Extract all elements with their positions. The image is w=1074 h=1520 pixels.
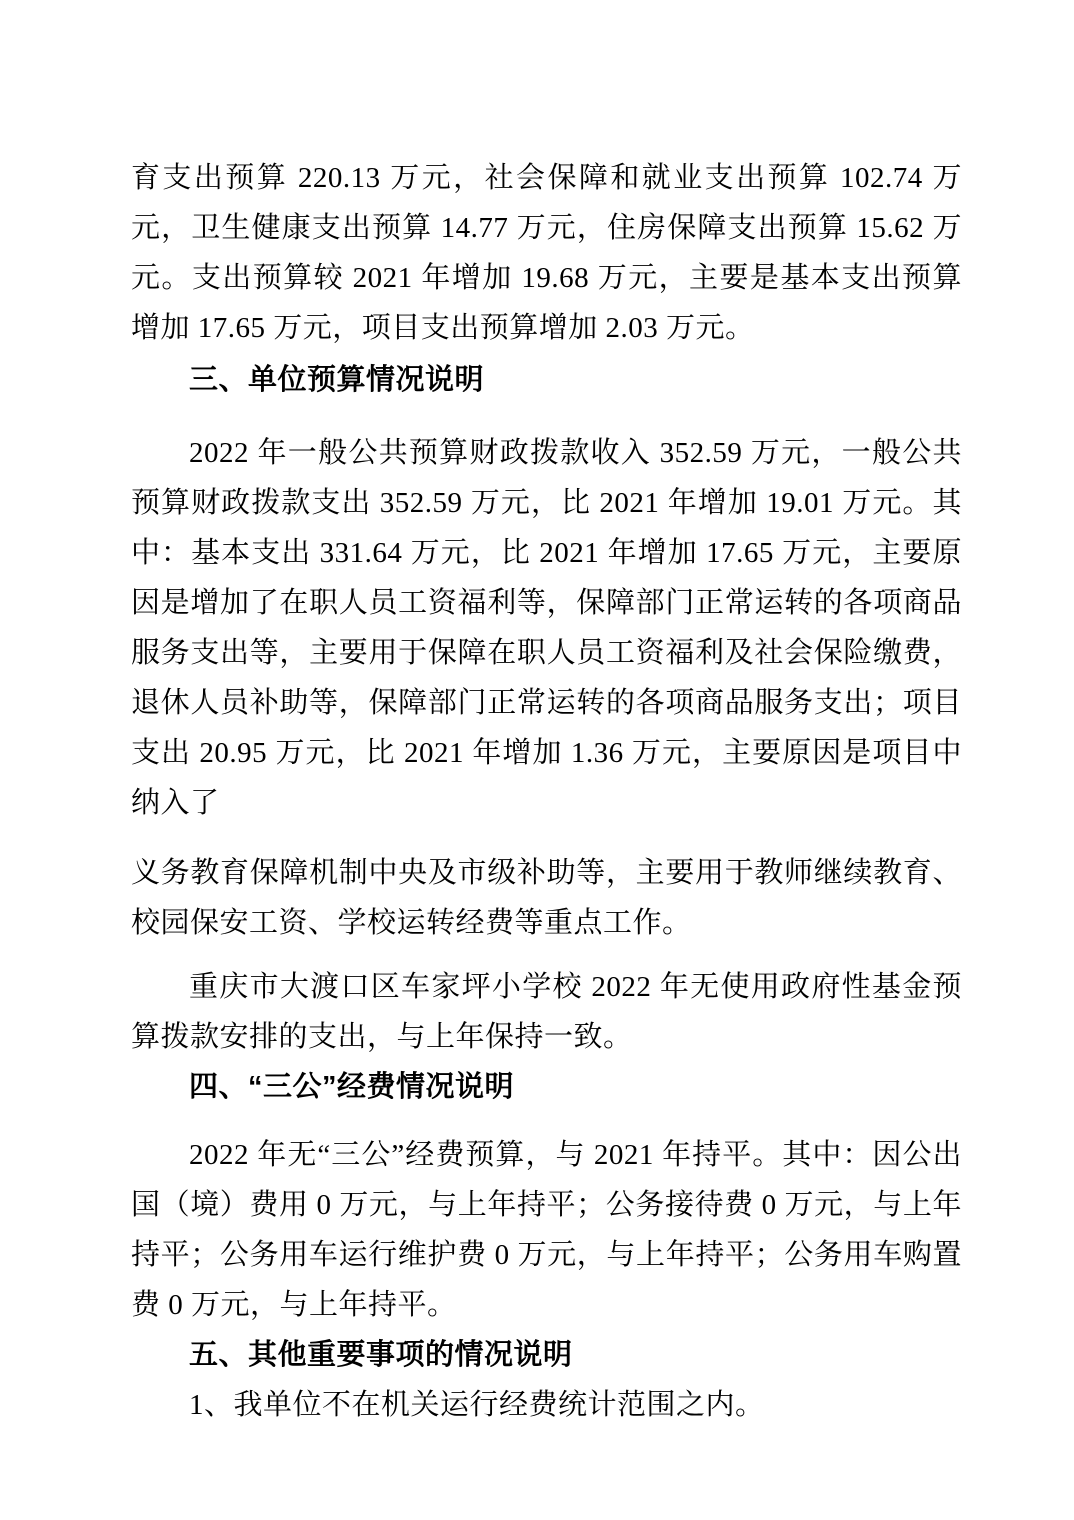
paragraph-general-public-budget: 2022 年一般公共预算财政拨款收入 352.59 万元，一般公共预算财政拨款支出 352.59 万元，比 2021 年增加 19.01 万元。其中：基本支出 331.64 万元，比 2021 年增加 17.65 万元，主要原因是增加了在职人员工资福利等，保障部门正常运转的各项商品服务支出等，主要用于保障在职人员工资福利及社会保险缴费，退休人员补助等，保障部门正常运转的各项商品服务支出；项目支出 20.95 万元，比 2021 年增加 1.36 万元，主要原因是项目中纳入了 <box>131 437 962 819</box>
section-heading-unit-budget: 三、单位预算情况说明 <box>189 364 485 396</box>
section-heading-other-important-matters: 五、其他重要事项的情况说明 <box>189 1339 573 1371</box>
paragraph-government-fund-budget: 重庆市大渡口区车家坪小学校 2022 年无使用政府性基金预算拨款安排的支出，与上年保持一致。 <box>131 971 962 1053</box>
section-heading-three-public-expenses: 四、“三公”经费情况说明 <box>189 1071 515 1103</box>
paragraph-expenditure-budget-continuation: 育支出预算 220.13 万元，社会保障和就业支出预算 102.74 万元，卫生健康支出预算 14.77 万元，住房保障支出预算 15.62 万元。支出预算较 2021 年增加 19.68 万元，主要是基本支出预算增加 17.65 万元，项目支出预算增加 2.03 万元。 <box>131 162 962 344</box>
paragraph-compulsory-education-subsidy: 义务教育保障机制中央及市级补助等，主要用于教师继续教育、校园保安工资、学校运转经费等重点工作。 <box>131 857 962 939</box>
paragraph-three-public-expenses-detail: 2022 年无“三公”经费预算，与 2021 年持平。其中：因公出国（境）费用 0 万元，与上年持平；公务接待费 0 万元，与上年持平；公务用车运行维护费 0 万元，与上年持平；公务用车购置费 0 万元，与上年持平。 <box>131 1139 962 1321</box>
paragraph-agency-operating-expenses-note: 1、我单位不在机关运行经费统计范围之内。 <box>189 1389 765 1421</box>
